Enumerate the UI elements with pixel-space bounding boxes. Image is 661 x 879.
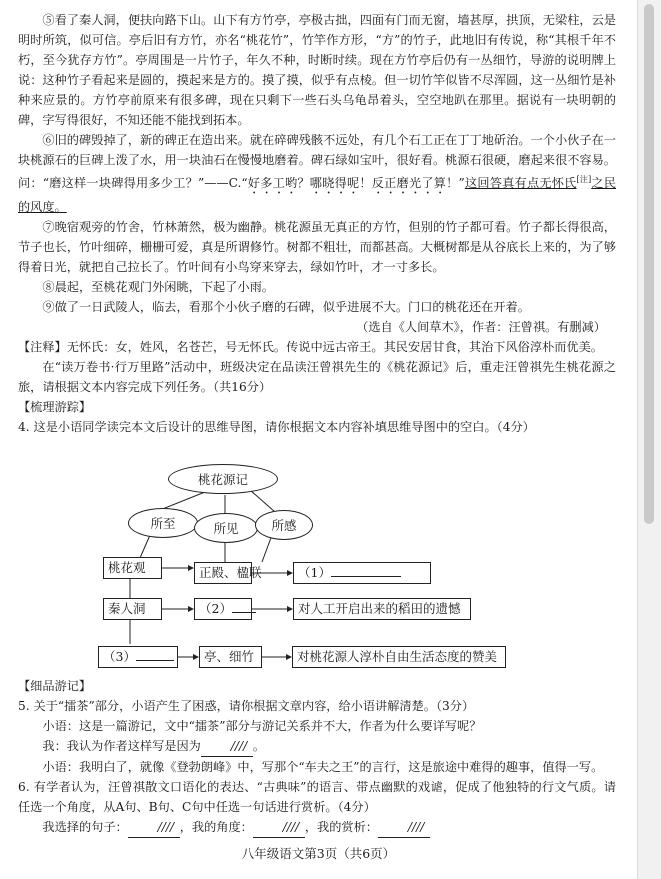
annotation: 【注释】无怀氏：女，姓风，名苍芒，号无怀氏。传说中远古帝王。其民安居甘食，其治下风俗淳朴而优美。 [18,340,603,355]
blank-1-line[interactable] [331,576,401,577]
question-6: 6. 有学者认为，汪曾祺散文口语化的表达、“古典味”的语言、带点幽默的戏谑，促成了他独特的行文气质。请任选一个角度，从A句、B句、C句中任选一句话进行赏析。（4分） [18,780,616,814]
scrollbar-thumb[interactable] [644,4,654,524]
node-praise-life: 对桃花源人淳朴自由生活态度的赞美 [292,646,506,668]
source-line: （选自《人间草木》，作者：汪曾祺。有删减） [356,320,606,335]
body-text-lower [18,676,616,838]
q6-angle-blank[interactable]: //// [253,817,305,838]
branch-felt: 所感 [255,510,313,540]
paragraph-6: ⑥旧的碑毁掉了，新的碑正在造出来。就在碎碑残骸不远处，有几个石工正在丁丁地斫治。一个小伙子在一块桃源石的巨碑上泼了水，用一块油石在慢慢地磨着。碑石绿如宝叶，很好看。桃源石很硬，磨起来很不容易。问：“磨这样一块碑得用多少工？”——C.“好多工哟？哪晓得呢！反正磨光了算！”这回答真有点无怀氏[注]之民的风度。 [18,133,617,215]
node-blank-1: （1） [293,562,431,584]
branch-visited: 所至 [128,508,198,538]
mind-map-root: 桃花源记 [168,464,278,494]
paragraph-5: ⑤看了秦人洞，便扶向路下山。山下有方竹亭，亭极古拙，四面有门而无窗，墙甚厚，拱顶，无梁柱，云是明时所筑，似可信。亭后旧有方竹，亦名“桃花竹”，竹竿作方形，“方”的竹子，此地旧有传说，称“其根千年不朽，至今犹存方竹”。亭周围是一片竹子，年久不种，时断时续。现在方竹亭后仍有一丛细竹，导游的说明牌上说：这种竹子看起来是圆的，摸起来是方的。摸了摸，似乎有点棱。但一切竹竿似皆不尽浑圆，这一丛细竹是补种来应景的。方竹亭前原来有很多碑，现在只剩下一些石头乌龟昂着头，空空地趴在那里。据说有一块明朝的碑，字写得很好，不知还能不能找到拓本。 [18,13,616,127]
paragraph-8: ⑧晨起，至桃花观门外闲眺，下起了小雨。 [42,280,274,295]
node-blank-3: （3） [98,646,178,668]
node-blank-2: （2） [194,598,252,620]
question-5-xiaoyu: 小语：这是一篇游记，文中“擂茶”部分与游记关系并不大，作者为什么要详写呢？ [42,719,482,733]
node-hall-couplet: 正殿、楹联 [194,562,252,584]
question-5-me: 我：我认为作者这样写是因为 //// 。 [18,736,616,757]
q6-sentence-blank[interactable]: //// [128,817,180,838]
branch-seen: 所见 [194,513,258,543]
node-peach-temple: 桃花观 [103,557,162,579]
blank-3-line[interactable] [136,660,174,661]
task-intro: 在“读万卷书·行万里路”活动中，班级决定在品读汪曾祺先生的《桃花源记》后，重走汪曾祺先生桃花源之旅，请根据文本内容完成下列任务。（共16分） [18,360,616,395]
vertical-scrollbar[interactable] [637,0,661,879]
page-footer: 八年级语文第3页（共6页） [241,846,396,861]
paragraph-9: ⑨做了一日武陵人，临去，看那个小伙子磨的石碑，似乎进展不大。门口的桃花还在开着。 [42,300,530,315]
question-5-xiaoyu-2: 小语：我明白了，就像《登勃朗峰》中，写那个“车夫之王”的言行，这是旅途中难得的趣事，值得一写。 [42,760,604,774]
node-pavilion-bamboo: 亭、细竹 [199,646,262,668]
q6-analysis-blank[interactable]: //// [378,817,430,838]
section-heading-trace: 【梳理游踪】 [18,400,92,415]
node-regret-fields: 对人工开启出来的稻田的遗憾 [293,598,471,620]
question-5: 5. 关于“擂茶”部分，小语产生了困惑，请你根据文章内容，给小语讲解清楚。（3分） [18,699,475,713]
q5-answer-blank[interactable]: //// [201,736,253,757]
paragraph-7: ⑦晚宿观旁的竹舍，竹林萧然，极为幽静。桃花源虽无真正的方竹，但别的竹子都可看。竹子都长得很高，节子也长，竹叶细碎，栅栅可爱，真是所谓修竹。树都不粗壮，而都甚高。大概树都是从谷底长上来的，为了够得着日光，就把自己拉长了。竹叶间有小鸟穿来穿去，绿如竹叶，才一寸多长。 [18,220,616,275]
node-qin-cave: 秦人洞 [103,598,162,620]
question-4: 4. 这是小语同学读完本文后设计的思维导图，请你根据文本内容补填思维导图中的空白。（4分） [18,420,535,435]
section-heading-appreciate: 【细品游记】 [18,679,92,693]
blank-2-line[interactable] [232,612,256,613]
question-6-fill: 我选择的句子： //// ，我的角度： //// ，我的赏析： //// [18,817,616,838]
